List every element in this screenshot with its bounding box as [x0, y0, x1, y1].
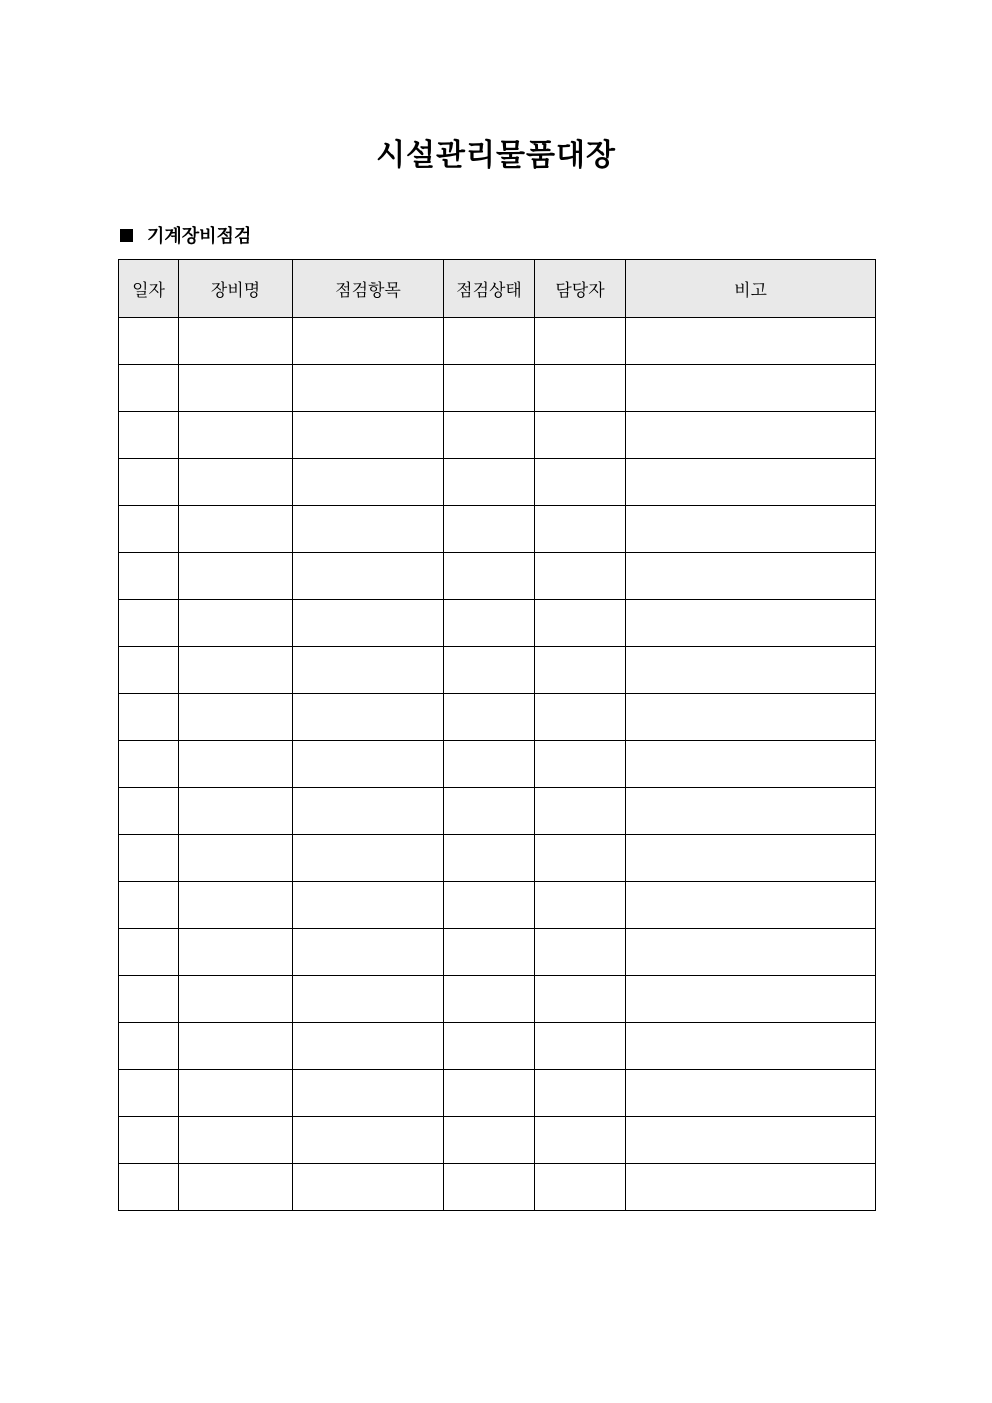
remarks-cell[interactable] [626, 553, 876, 600]
inspection-item-cell[interactable] [293, 600, 444, 647]
inspection-status-cell[interactable] [444, 835, 535, 882]
inspection-item-cell[interactable] [293, 318, 444, 365]
equipment-name-cell[interactable] [179, 412, 293, 459]
remarks-cell[interactable] [626, 1023, 876, 1070]
table-row [119, 1023, 876, 1070]
remarks-cell[interactable] [626, 1164, 876, 1211]
column-header-inspection-item: 점검항목 [293, 260, 444, 318]
person-in-charge-cell[interactable] [535, 600, 626, 647]
equipment-name-cell[interactable] [179, 929, 293, 976]
inspection-item-cell[interactable] [293, 882, 444, 929]
equipment-name-cell[interactable] [179, 1023, 293, 1070]
equipment-name-cell[interactable] [179, 835, 293, 882]
table-row [119, 647, 876, 694]
remarks-cell[interactable] [626, 835, 876, 882]
inspection-status-cell[interactable] [444, 1164, 535, 1211]
date-cell[interactable] [119, 1070, 179, 1117]
date-cell[interactable] [119, 741, 179, 788]
remarks-cell[interactable] [626, 694, 876, 741]
date-cell[interactable] [119, 1164, 179, 1211]
date-cell[interactable] [119, 694, 179, 741]
equipment-name-cell[interactable] [179, 600, 293, 647]
table-row [119, 694, 876, 741]
table-row [119, 788, 876, 835]
inspection-status-cell[interactable] [444, 976, 535, 1023]
person-in-charge-cell[interactable] [535, 694, 626, 741]
equipment-inspection-table [118, 259, 876, 1211]
date-cell[interactable] [119, 976, 179, 1023]
column-header-inspection-status: 점검상태 [444, 260, 535, 318]
inspection-item-cell[interactable] [293, 553, 444, 600]
inspection-item-cell[interactable] [293, 1023, 444, 1070]
remarks-cell[interactable] [626, 1117, 876, 1164]
remarks-cell[interactable] [626, 929, 876, 976]
person-in-charge-cell[interactable] [535, 647, 626, 694]
remarks-cell[interactable] [626, 600, 876, 647]
equipment-name-cell[interactable] [179, 1164, 293, 1211]
date-cell[interactable] [119, 835, 179, 882]
table-row [119, 553, 876, 600]
person-in-charge-cell[interactable] [535, 1070, 626, 1117]
inspection-status-cell[interactable] [444, 318, 535, 365]
section-heading-label: 기계장비점검 [147, 226, 252, 247]
table-row [119, 882, 876, 929]
inspection-item-cell[interactable] [293, 1070, 444, 1117]
inspection-item-cell[interactable] [293, 365, 444, 412]
inspection-status-cell[interactable] [444, 365, 535, 412]
inspection-item-cell[interactable] [293, 412, 444, 459]
date-cell[interactable] [119, 365, 179, 412]
date-cell[interactable] [119, 600, 179, 647]
equipment-name-cell[interactable] [179, 318, 293, 365]
inspection-status-cell[interactable] [444, 647, 535, 694]
remarks-cell[interactable] [626, 788, 876, 835]
column-header-equipment-name: 장비명 [179, 260, 293, 318]
remarks-cell[interactable] [626, 882, 876, 929]
date-cell[interactable] [119, 1023, 179, 1070]
table-row [119, 1164, 876, 1211]
equipment-name-cell[interactable] [179, 1070, 293, 1117]
remarks-cell[interactable] [626, 741, 876, 788]
date-cell[interactable] [119, 882, 179, 929]
remarks-cell[interactable] [626, 365, 876, 412]
table-row [119, 365, 876, 412]
person-in-charge-cell[interactable] [535, 882, 626, 929]
equipment-name-cell[interactable] [179, 365, 293, 412]
inspection-status-cell[interactable] [444, 459, 535, 506]
table-row [119, 741, 876, 788]
table-row [119, 1117, 876, 1164]
column-header-person-in-charge: 담당자 [535, 260, 626, 318]
table-row [119, 506, 876, 553]
black-square-icon [120, 229, 133, 242]
remarks-cell[interactable] [626, 1070, 876, 1117]
inspection-item-cell[interactable] [293, 929, 444, 976]
date-cell[interactable] [119, 553, 179, 600]
table-row [119, 929, 876, 976]
inspection-status-cell[interactable] [444, 694, 535, 741]
date-cell[interactable] [119, 412, 179, 459]
equipment-name-cell[interactable] [179, 741, 293, 788]
section-heading [120, 222, 251, 248]
remarks-cell[interactable] [626, 318, 876, 365]
equipment-name-cell[interactable] [179, 553, 293, 600]
table-header-row [119, 260, 876, 318]
date-cell[interactable] [119, 647, 179, 694]
table-row [119, 1070, 876, 1117]
inspection-status-cell[interactable] [444, 1117, 535, 1164]
person-in-charge-cell[interactable] [535, 835, 626, 882]
remarks-cell[interactable] [626, 976, 876, 1023]
inspection-item-cell[interactable] [293, 741, 444, 788]
equipment-name-cell[interactable] [179, 1117, 293, 1164]
inspection-item-cell[interactable] [293, 788, 444, 835]
column-header-remarks: 비고 [626, 260, 876, 318]
inspection-status-cell[interactable] [444, 741, 535, 788]
person-in-charge-cell[interactable] [535, 788, 626, 835]
equipment-name-cell[interactable] [179, 647, 293, 694]
inspection-status-cell[interactable] [444, 553, 535, 600]
person-in-charge-cell[interactable] [535, 553, 626, 600]
equipment-name-cell[interactable] [179, 694, 293, 741]
person-in-charge-cell[interactable] [535, 1117, 626, 1164]
table-row [119, 600, 876, 647]
remarks-cell[interactable] [626, 506, 876, 553]
inspection-item-cell[interactable] [293, 647, 444, 694]
person-in-charge-cell[interactable] [535, 1023, 626, 1070]
remarks-cell[interactable] [626, 459, 876, 506]
inspection-status-cell[interactable] [444, 929, 535, 976]
remarks-cell[interactable] [626, 412, 876, 459]
remarks-cell[interactable] [626, 647, 876, 694]
equipment-name-cell[interactable] [179, 506, 293, 553]
inspection-status-cell[interactable] [444, 882, 535, 929]
inspection-item-cell[interactable] [293, 835, 444, 882]
date-cell[interactable] [119, 506, 179, 553]
table-row [119, 976, 876, 1023]
inspection-item-cell[interactable] [293, 506, 444, 553]
person-in-charge-cell[interactable] [535, 365, 626, 412]
document-title: 시설관리물품대장 [376, 138, 616, 173]
person-in-charge-cell[interactable] [535, 1164, 626, 1211]
column-header-date: 일자 [119, 260, 179, 318]
inspection-status-cell[interactable] [444, 412, 535, 459]
person-in-charge-cell[interactable] [535, 412, 626, 459]
table-row [119, 835, 876, 882]
person-in-charge-cell[interactable] [535, 459, 626, 506]
inspection-status-cell[interactable] [444, 788, 535, 835]
person-in-charge-cell[interactable] [535, 318, 626, 365]
person-in-charge-cell[interactable] [535, 976, 626, 1023]
person-in-charge-cell[interactable] [535, 929, 626, 976]
person-in-charge-cell[interactable] [535, 506, 626, 553]
inspection-status-cell[interactable] [444, 1070, 535, 1117]
inspection-status-cell[interactable] [444, 1023, 535, 1070]
table-row [119, 318, 876, 365]
date-cell[interactable] [119, 459, 179, 506]
inspection-item-cell[interactable] [293, 976, 444, 1023]
inspection-item-cell[interactable] [293, 1117, 444, 1164]
inspection-status-cell[interactable] [444, 506, 535, 553]
inspection-item-cell[interactable] [293, 1164, 444, 1211]
table-row [119, 459, 876, 506]
date-cell[interactable] [119, 1117, 179, 1164]
person-in-charge-cell[interactable] [535, 741, 626, 788]
equipment-name-cell[interactable] [179, 459, 293, 506]
date-cell[interactable] [119, 788, 179, 835]
date-cell[interactable] [119, 929, 179, 976]
equipment-name-cell[interactable] [179, 788, 293, 835]
equipment-name-cell[interactable] [179, 882, 293, 929]
inspection-item-cell[interactable] [293, 459, 444, 506]
table-body [119, 318, 876, 1211]
table-row [119, 412, 876, 459]
date-cell[interactable] [119, 318, 179, 365]
inspection-status-cell[interactable] [444, 600, 535, 647]
inspection-item-cell[interactable] [293, 694, 444, 741]
equipment-name-cell[interactable] [179, 976, 293, 1023]
